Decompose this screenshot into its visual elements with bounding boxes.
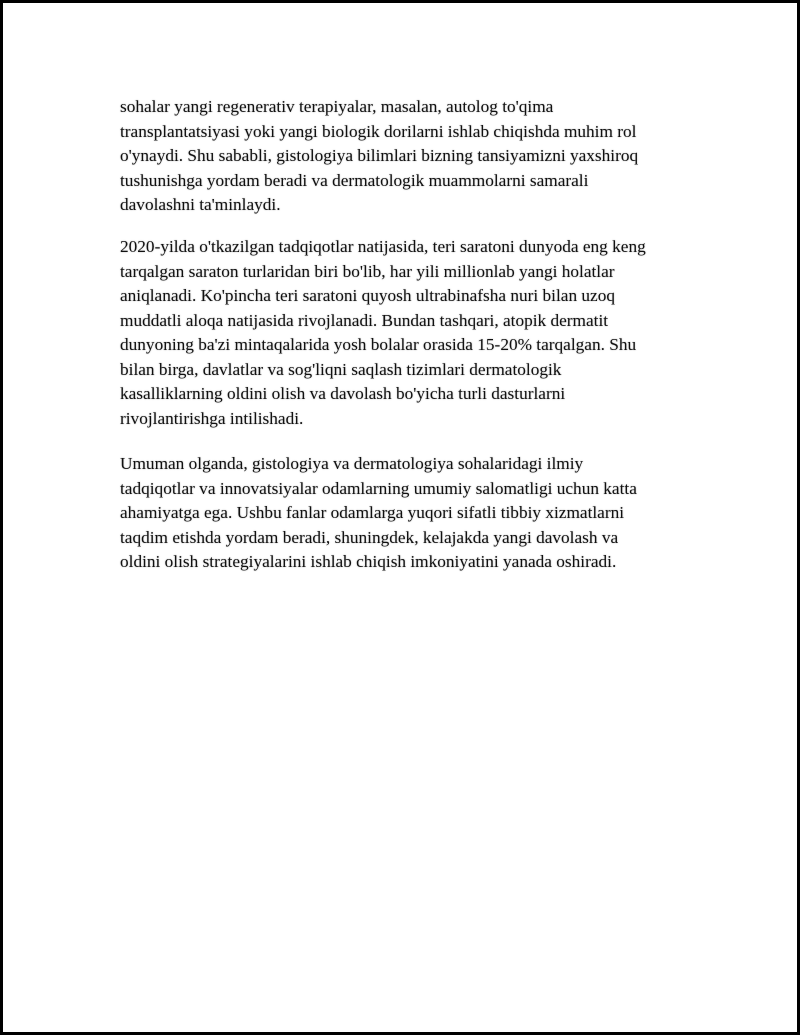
text-line: ahamiyatga ega. Ushbu fanlar odamlarga yuqori sifatli tibbiy xizmatlarni xyxy=(120,503,625,522)
text-line: dunyoning ba'zi mintaqalarida yosh bolalar orasida 15-20% tarqalgan. Shu xyxy=(120,335,637,354)
text-line: rivojlantirishga intilishadi. xyxy=(120,408,304,428)
text-line: tarqalgan saraton turlaridan biri bo'lib, har yili millionlab yangi holatlar xyxy=(120,261,615,281)
text-line: tadqiqotlar va innovatsiyalar odamlarning umumiy salomatligi uchun katta xyxy=(120,478,637,498)
text-line: transplantatsiyasi yoki yangi biologik dorilarni ishlab chiqishda muhim rol xyxy=(120,121,637,141)
document-body xyxy=(120,95,710,575)
text-line: davolashni ta'minlaydi. xyxy=(120,195,281,214)
text-line: aniqlanadi. Ko'pincha teri saratoni quyosh ultrabinafsha nuri bilan uzoq xyxy=(120,286,616,305)
text-line: o'ynaydi. Shu sababli, gistologiya bilimlari bizning tansiyamizni yaxshiroq xyxy=(120,146,639,165)
paragraph xyxy=(120,95,710,215)
text-line: bilan birga, davlatlar va sog'liqni saqlash tizimlari dermatologik xyxy=(120,359,562,379)
text-line: oldini olish strategiyalarini ishlab chiqish imkoniyatini yanada oshiradi. xyxy=(120,552,617,571)
text-line: taqdim etishda yordam beradi, shuningdek, kelajakda yangi davolash va xyxy=(120,527,619,547)
paragraph xyxy=(120,235,710,431)
text-line: tushunishga yordam beradi va dermatologik muammolarni samarali xyxy=(120,170,589,190)
text-line: Umuman olganda, gistologiya va dermatologiya sohalaridagi ilmiy xyxy=(120,454,584,473)
text-line: sohalar yangi regenerativ terapiyalar, masalan, autolog to'qima xyxy=(120,97,554,116)
text-line: kasalliklarning oldini olish va davolash bo'yicha turli dasturlarni xyxy=(120,384,566,403)
paragraph xyxy=(120,452,710,575)
text-line: muddatli aloqa natijasida rivojlanadi. Bundan tashqari, atopik dermatit xyxy=(120,310,609,330)
text-line: 2020-yilda o'tkazilgan tadqiqotlar natijasida, teri saratoni dunyoda eng keng xyxy=(120,237,646,256)
